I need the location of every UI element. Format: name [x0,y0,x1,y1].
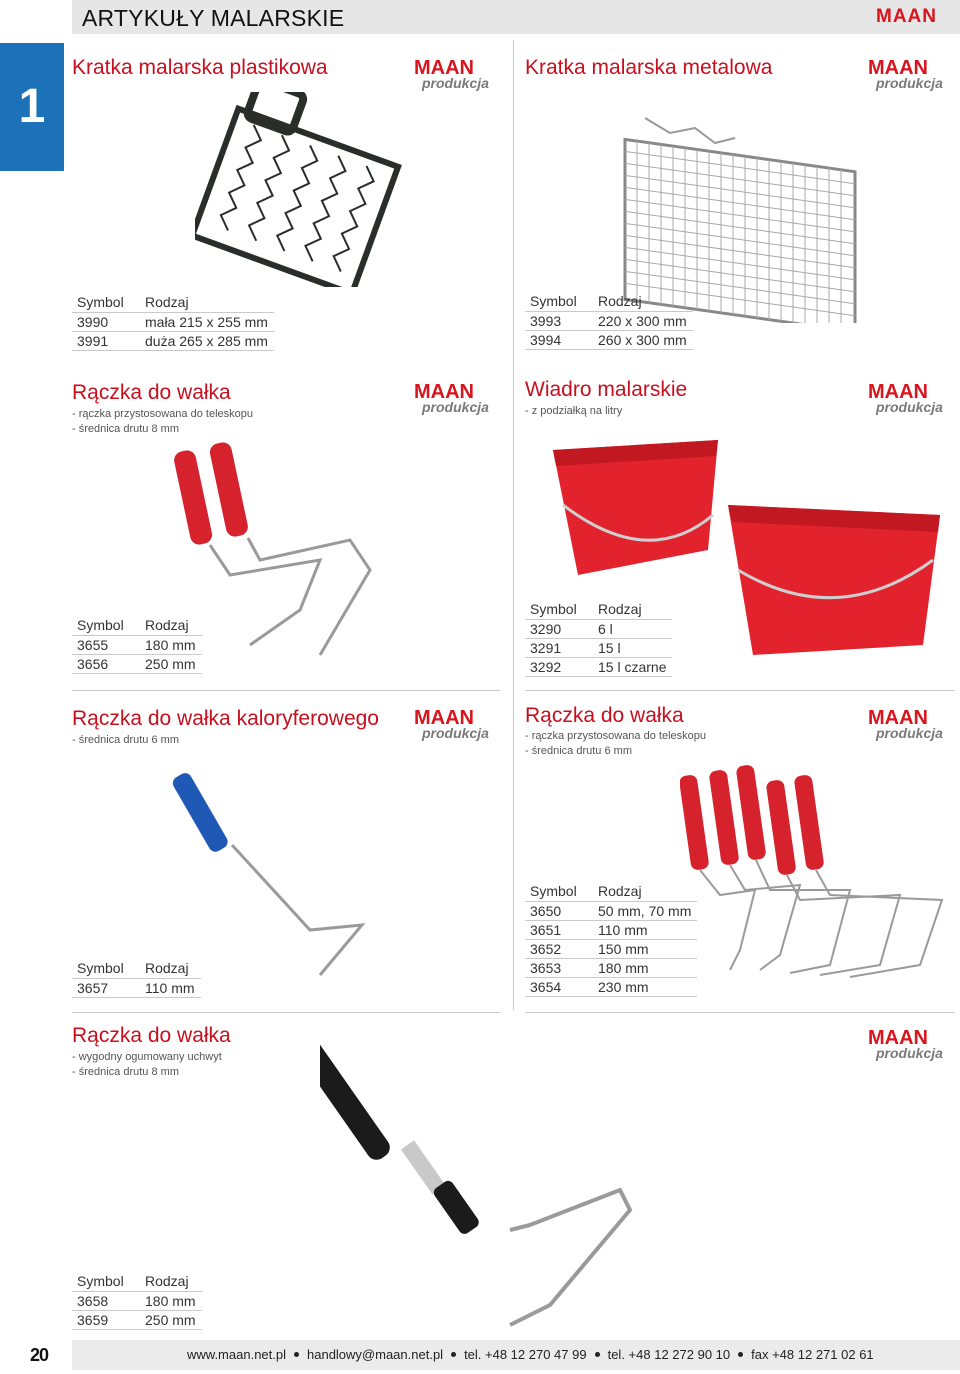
spec-table [525,292,693,350]
symbol-header: Symbol [525,600,593,619]
maan-produkcja-logo [866,1024,958,1062]
symbol-header: Symbol [525,882,593,901]
phone-2: tel. +48 12 272 90 10 [607,1347,731,1362]
type-header: Rodzaj [140,616,202,635]
svg-text:MAAN: MAAN [868,1027,928,1049]
product-feature: - rączka przystosowana do teleskopu [525,730,706,742]
table-row: 3291 15 l [525,638,672,657]
product-feature: - średnica drutu 8 mm [72,423,179,435]
type-header: Rodzaj [593,292,693,311]
spec-table [72,959,201,998]
table-row: 3657 110 mm [72,978,201,997]
product-title: Wiadro malarskie [525,378,688,401]
product-feature: - średnica drutu 8 mm [72,1066,179,1078]
table-row: 3659 250 mm [72,1310,202,1329]
table-row: 3650 50 mm, 70 mm [525,901,697,920]
contact-line [187,1347,874,1362]
page-number: 20 [30,1345,49,1365]
row-divider [525,1012,955,1013]
roller-handles-set-image [680,765,950,980]
bullet-icon [738,1352,743,1357]
footer-bar [72,1340,960,1370]
maan-produkcja-logo [412,704,504,742]
symbol-header: Symbol [72,959,140,978]
table-row: 3655 180 mm [72,635,202,654]
type-header: Rodzaj [140,1272,202,1291]
table-row: 3656 250 mm [72,654,202,673]
table-row: 3994 260 x 300 mm [525,330,693,349]
table-row: 3290 6 l [525,619,672,638]
svg-text:produkcja: produkcja [422,75,489,91]
bullet-icon [294,1352,299,1357]
product-feature: - z podziałką na litry [525,405,623,417]
symbol-header: Symbol [72,293,140,312]
svg-text:MAAN: MAAN [868,57,928,79]
email-link[interactable]: handlowy@maan.net.pl [307,1347,444,1362]
row-divider [525,690,955,691]
svg-text:produkcja: produkcja [422,399,489,415]
metal-grid-image [615,108,865,323]
radiator-handle-image [170,770,380,980]
table-row: 3651 110 mm [525,920,697,939]
product-title: Rączka do wałka [525,704,684,727]
maan-produkcja-logo [412,54,504,92]
product-title: Kratka malarska plastikowa [72,56,328,79]
svg-text:produkcja: produkcja [876,725,943,741]
bullet-icon [595,1352,600,1357]
roller-handle-image [170,440,390,665]
svg-text:MAAN: MAAN [868,381,928,403]
fax: fax +48 12 271 02 61 [751,1347,874,1362]
type-header: Rodzaj [140,293,274,312]
svg-text:MAAN: MAAN [414,57,474,79]
table-row: 3653 180 mm [525,958,697,977]
product-feature: - wygodny ogumowany uchwyt [72,1051,222,1063]
type-header: Rodzaj [140,959,201,978]
plastic-grid-image [195,92,420,287]
rubber-grip-handle-image [320,1025,640,1335]
website-link[interactable]: www.maan.net.pl [187,1347,286,1362]
product-feature: - średnica drutu 6 mm [72,734,179,746]
svg-text:produkcja: produkcja [876,75,943,91]
svg-text:MAAN: MAAN [414,381,474,403]
table-row: 3991 duża 265 x 285 mm [72,331,274,350]
chapter-number: 1 [18,80,46,133]
product-feature: - rączka przystosowana do teleskopu [72,408,253,420]
spec-table [525,882,697,997]
symbol-header: Symbol [525,292,593,311]
svg-text:MAAN: MAAN [414,707,474,729]
table-row: 3654 230 mm [525,977,697,996]
symbol-header: Symbol [72,616,140,635]
row-divider [72,1012,500,1013]
maan-produkcja-logo [866,54,958,92]
maan-produkcja-logo [412,378,504,416]
product-feature: - średnica drutu 6 mm [525,745,632,757]
table-row: 3993 220 x 300 mm [525,311,693,330]
chapter-marker [0,43,64,171]
product-title: Rączka do wałka kaloryferowego [72,707,379,730]
maan-produkcja-logo [866,378,958,416]
svg-text:produkcja: produkcja [876,399,943,415]
table-row: 3990 mała 215 x 255 mm [72,312,274,331]
type-header: Rodzaj [593,882,697,901]
product-title: Kratka malarska metalowa [525,56,773,79]
type-header: Rodzaj [593,600,672,619]
spec-table [72,616,202,674]
product-title: Rączka do wałka [72,1024,231,1047]
bullet-icon [451,1352,456,1357]
product-title: Rączka do wałka [72,381,231,404]
table-row: 3652 150 mm [525,939,697,958]
table-row: 3658 180 mm [72,1291,202,1310]
spec-table [72,1272,202,1330]
spec-table [525,600,672,677]
svg-text:produkcja: produkcja [876,1045,943,1061]
svg-text:produkcja: produkcja [422,725,489,741]
maan-produkcja-logo [866,704,958,742]
table-row: 3292 15 l czarne [525,657,672,676]
phone-1: tel. +48 12 270 47 99 [464,1347,587,1362]
spec-table [72,293,274,351]
column-divider [513,40,514,1010]
header-bar [72,0,960,34]
svg-text:MAAN: MAAN [868,707,928,729]
symbol-header: Symbol [72,1272,140,1291]
row-divider [72,690,500,691]
page-title: ARTYKUŁY MALARSKIE [82,5,345,31]
brand-logo: MAAN [876,6,937,27]
